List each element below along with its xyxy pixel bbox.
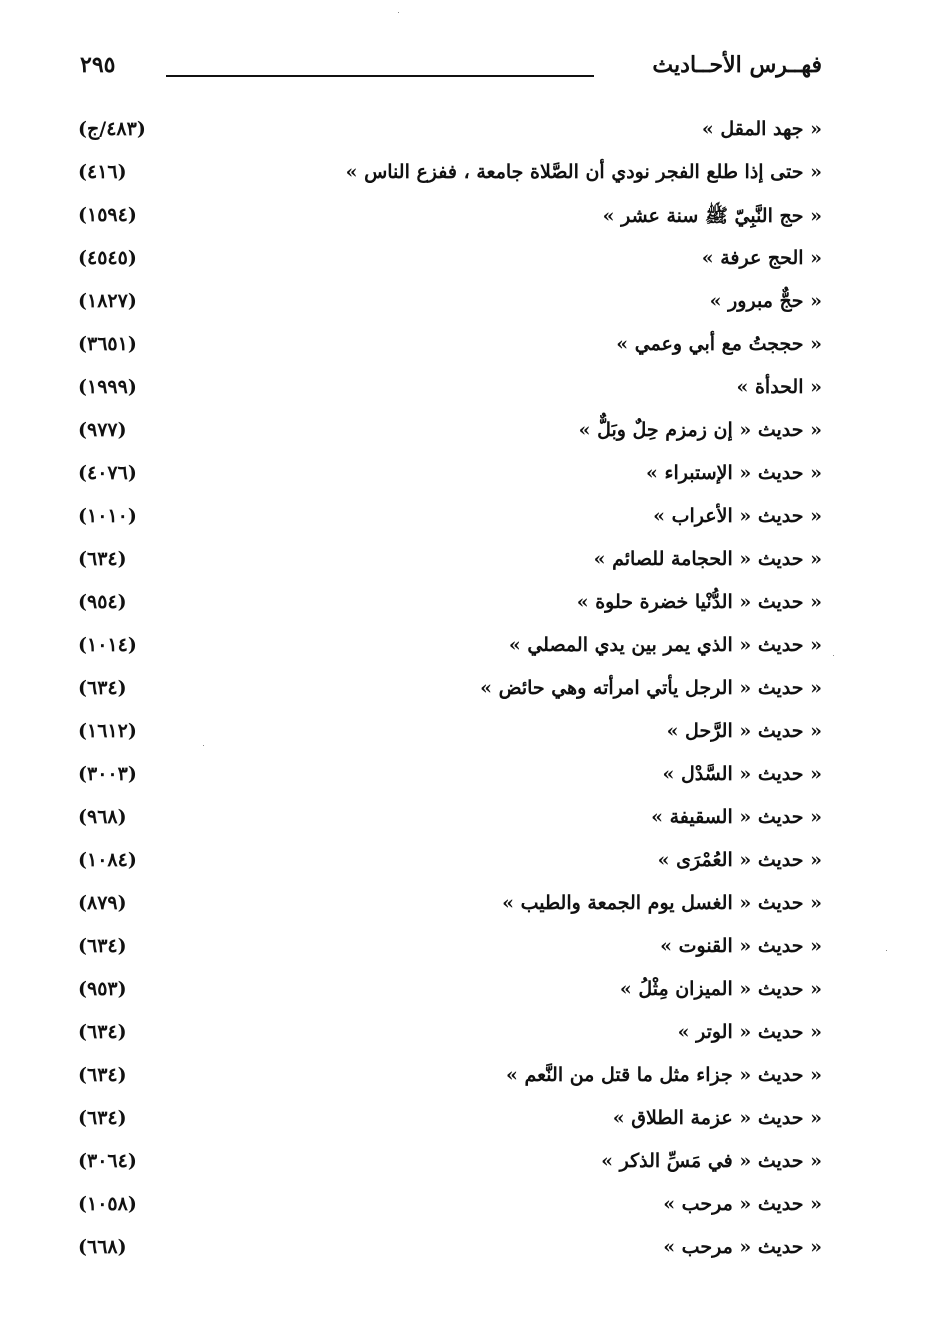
entry-text: « الحدأة » xyxy=(736,376,822,398)
index-entry xyxy=(78,542,822,585)
entry-text: « حديث « الحجامة للصائم » xyxy=(593,548,822,570)
entry-reference: (٣٦٥١) xyxy=(78,333,137,355)
entry-reference: (٤٨٣/ج) xyxy=(78,118,146,140)
page-number: ٢٩٥ xyxy=(80,52,116,78)
entry-text: « حج النَّبِيّ ﷺ سنة عشر » xyxy=(602,205,822,227)
entry-text: « حديث « إن زمزم حِلٌ وبَلٌّ » xyxy=(578,419,822,441)
entry-text: « حديث « القنوت » xyxy=(660,935,822,957)
entry-text: « حديث « الرَّحل » xyxy=(666,720,822,742)
entry-text: « حديث « جزاء مثل ما قتل من النَّعم » xyxy=(506,1064,822,1086)
entry-reference: (٦٣٤) xyxy=(78,677,127,699)
index-entry xyxy=(78,714,822,757)
entry-reference: (١٠٨٤) xyxy=(78,849,137,871)
entry-text: « حديث « السَّدْل » xyxy=(662,763,822,785)
entry-text: « حديث « العُمْرَى » xyxy=(657,849,822,871)
entry-reference: (١٨٢٧) xyxy=(78,290,137,312)
entry-reference: (٨٧٩) xyxy=(78,892,127,914)
entry-reference: (٦٣٤) xyxy=(78,548,127,570)
entry-reference: (١٩٩٩) xyxy=(78,376,137,398)
entry-reference: (٦٣٤) xyxy=(78,935,127,957)
index-entry xyxy=(78,241,822,284)
entry-reference: (٤٠٧٦) xyxy=(78,462,137,484)
index-entry xyxy=(78,1230,822,1273)
index-entry xyxy=(78,1187,822,1230)
index-entry xyxy=(78,843,822,886)
entry-reference: (١٠١٤) xyxy=(78,634,137,656)
entry-text: « حديث « مرحب » xyxy=(663,1193,822,1215)
index-entry xyxy=(78,370,822,413)
entry-text: « حديث « عزمة الطلاق » xyxy=(612,1107,822,1129)
entry-text: « حديث « الإستبراء » xyxy=(646,462,822,484)
entry-reference: (٤٥٤٥) xyxy=(78,247,137,269)
entry-reference: (٦٦٨) xyxy=(78,1236,127,1258)
scan-speck xyxy=(833,655,834,656)
entry-reference: (٩٥٤) xyxy=(78,591,127,613)
entry-text: « حديث « الأعراب » xyxy=(653,505,822,527)
index-entry xyxy=(78,1144,822,1187)
entry-reference: (٩٥٣) xyxy=(78,978,127,1000)
entry-text: « حتى إذا طلع الفجر نودي أن الصَّلاة جامعة ، ففزع الناس » xyxy=(345,161,822,183)
scan-speck xyxy=(886,950,887,951)
entry-text: « حججتُ مع أبي وعمي » xyxy=(616,333,822,355)
index-entry xyxy=(78,284,822,327)
entry-reference: (١٥٩٤) xyxy=(78,204,137,226)
index-entry xyxy=(78,671,822,714)
entry-reference: (٦٣٤) xyxy=(78,1107,127,1129)
header-title: فهــرس الأحــاديث xyxy=(652,52,822,78)
index-entry xyxy=(78,757,822,800)
entry-text: « حديث « الذي يمر بين يدي المصلي » xyxy=(508,634,822,656)
index-entry xyxy=(78,198,822,241)
index-entry xyxy=(78,886,822,929)
entry-text: « حديث « السقيفة » xyxy=(651,806,822,828)
index-entry xyxy=(78,929,822,972)
index-entry xyxy=(78,499,822,542)
index-entry xyxy=(78,413,822,456)
entry-text: « حديث « الغسل يوم الجمعة والطيب » xyxy=(502,892,822,914)
index-entry xyxy=(78,1015,822,1058)
index-entry xyxy=(78,327,822,370)
entry-text: « حديث « في مَسِّ الذكر » xyxy=(601,1150,822,1172)
entry-text: « جهد المقل » xyxy=(701,118,822,140)
entry-text: « حجٌّ مبرور » xyxy=(709,290,822,312)
hadith-index-list xyxy=(78,112,822,1273)
entry-text: « حديث « الميزان مِثْلُ » xyxy=(619,978,822,1000)
entry-reference: (٦٣٤) xyxy=(78,1064,127,1086)
entry-text: « حديث « الوتر » xyxy=(677,1021,822,1043)
index-entry xyxy=(78,972,822,1015)
entry-reference: (٦٣٤) xyxy=(78,1021,127,1043)
entry-reference: (٤١٦) xyxy=(78,161,127,183)
entry-reference: (١٠١٠) xyxy=(78,505,137,527)
index-entry xyxy=(78,585,822,628)
index-entry xyxy=(78,1058,822,1101)
index-entry xyxy=(78,800,822,843)
index-entry xyxy=(78,155,822,198)
page-header xyxy=(80,52,822,96)
header-rule xyxy=(166,75,594,77)
entry-text: « حديث « مرحب » xyxy=(663,1236,822,1258)
entry-reference: (٣٠٠٣) xyxy=(78,763,137,785)
index-entry xyxy=(78,628,822,671)
entry-text: « الحج عرفة » xyxy=(701,247,822,269)
entry-reference: (٣٠٦٤) xyxy=(78,1150,137,1172)
entry-reference: (٩٧٧) xyxy=(78,419,127,441)
entry-reference: (٩٦٨) xyxy=(78,806,127,828)
index-entry xyxy=(78,1101,822,1144)
index-entry xyxy=(78,112,822,155)
entry-reference: (١٠٥٨) xyxy=(78,1193,137,1215)
scan-speck xyxy=(203,745,204,746)
entry-reference: (١٦١٢) xyxy=(78,720,137,742)
entry-text: « حديث « الرجل يأتي امرأته وهي حائض » xyxy=(480,677,822,699)
entry-text: « حديث « الدُّنْيا خضرة حلوة » xyxy=(576,591,822,613)
scan-speck xyxy=(398,12,399,13)
index-entry xyxy=(78,456,822,499)
